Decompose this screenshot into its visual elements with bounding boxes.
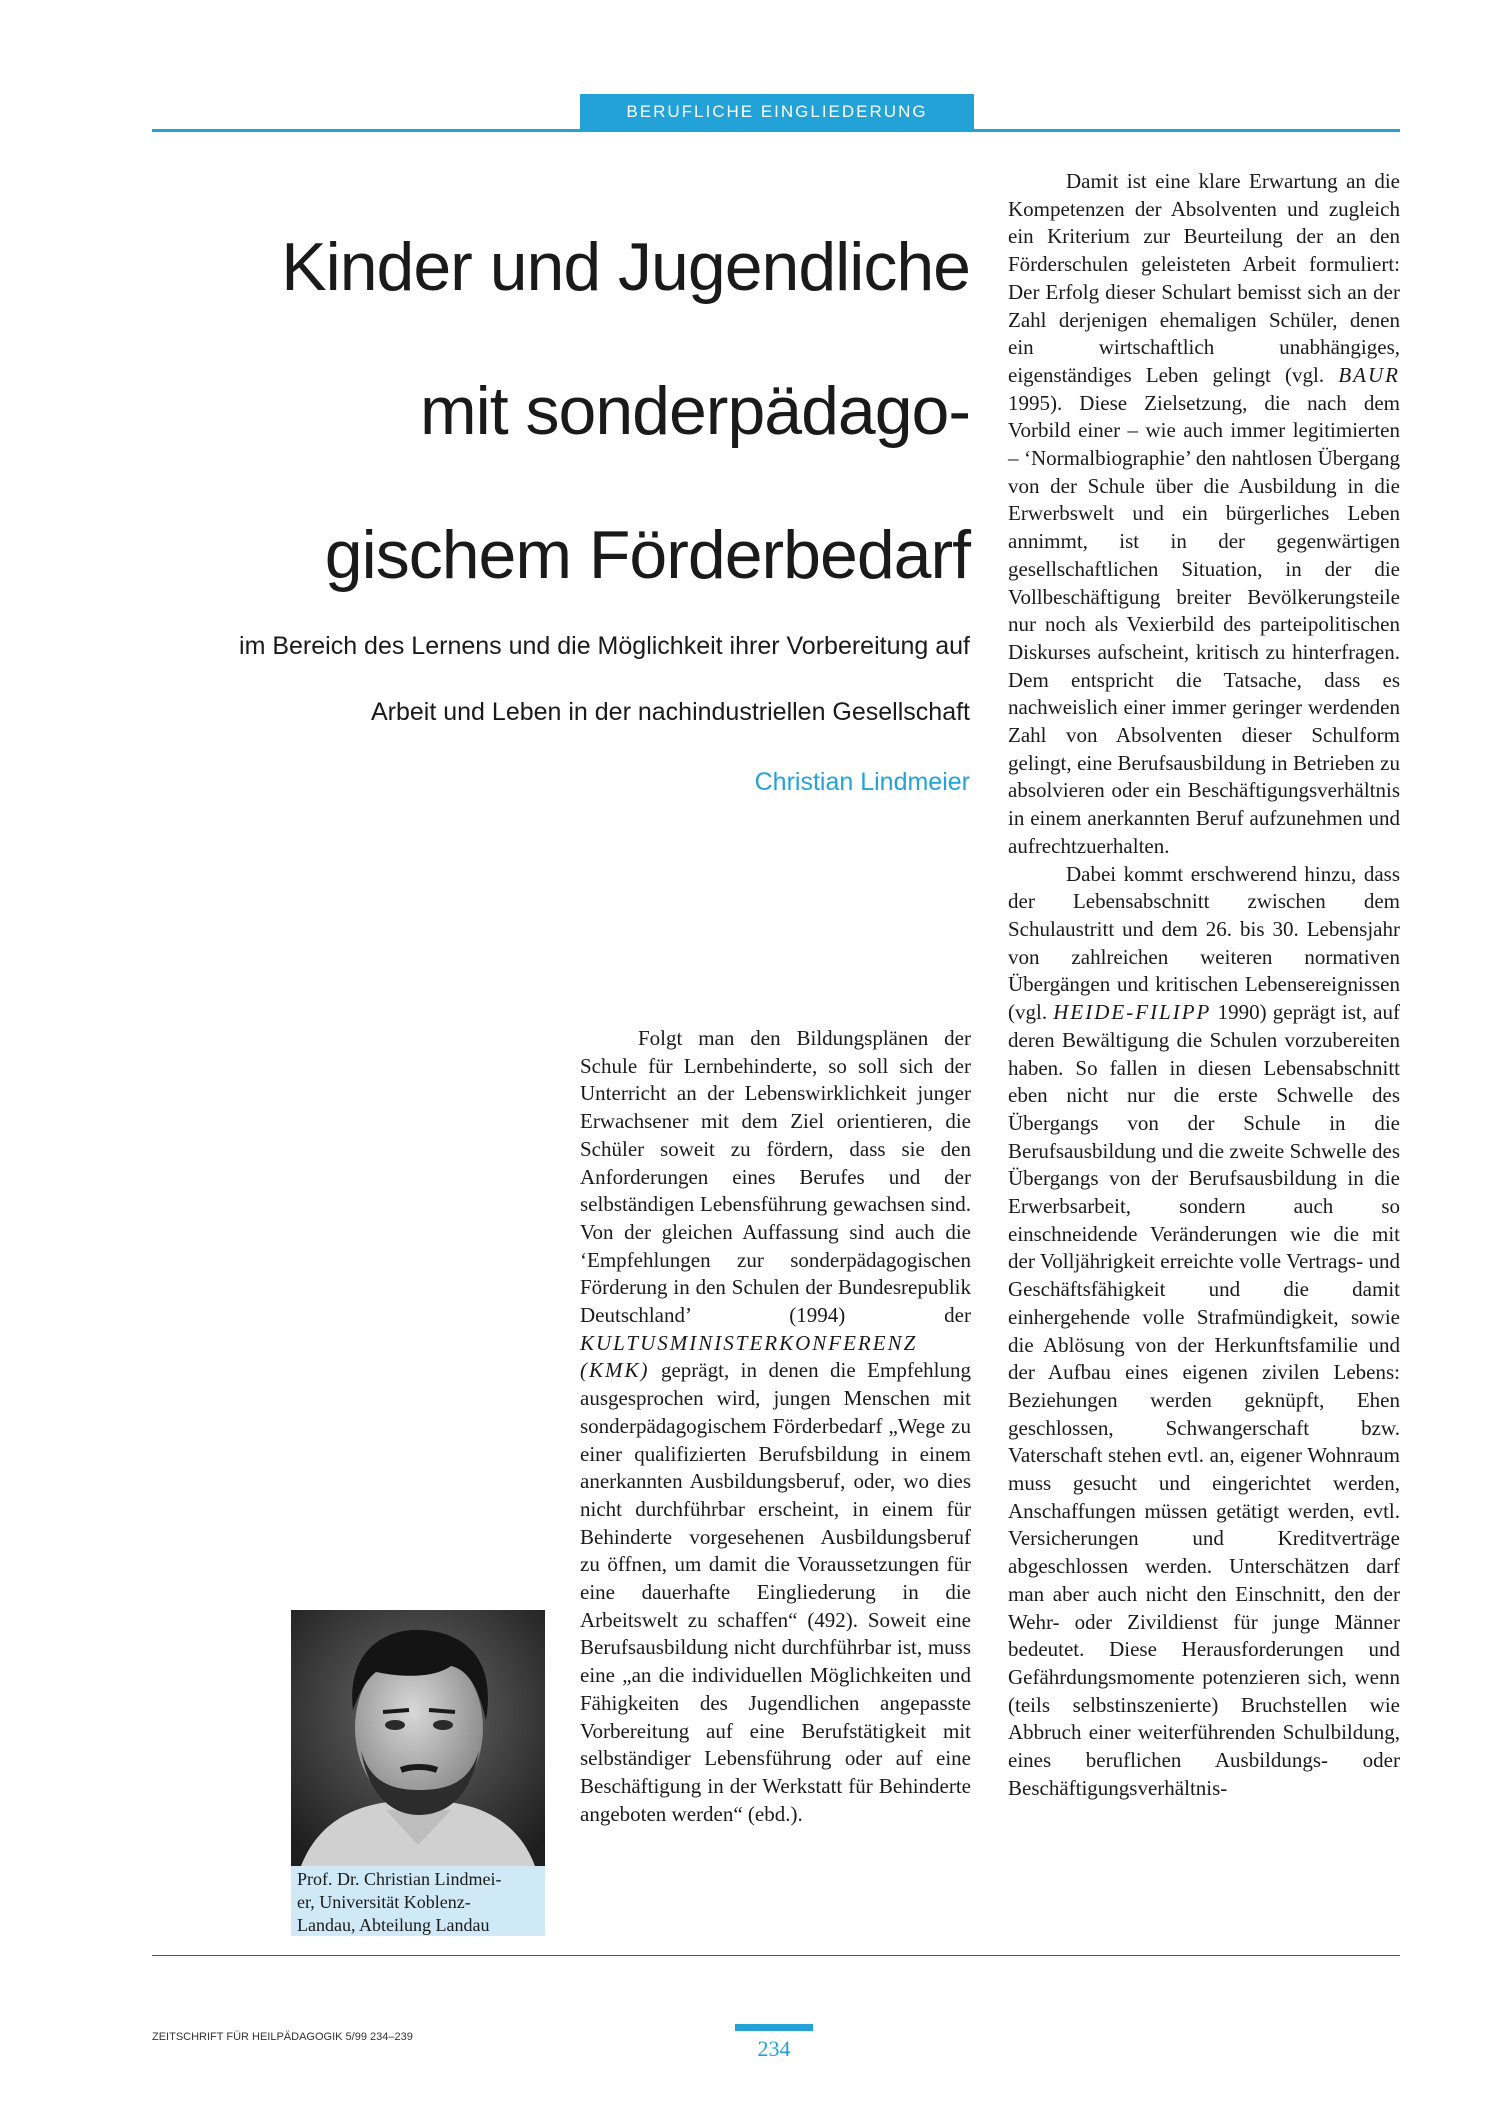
article-title xyxy=(150,195,970,627)
paragraph-text: Damit ist eine klare Erwartung an die Kompetenzen der Absolventen und zugleich ein Kriterium zur Beurteilung der an den Förderschulen geleisteten Arbeit formuliert: Der Erfolg dieser Schulart bemisst sich an der Zahl derjenigen ehemaligen Schüler, denen ein wirtschaftlich unabhängiges, eigenständiges Leben gelingt (vgl. xyxy=(1008,169,1400,387)
page-number: 234 xyxy=(757,2036,791,2061)
photo-caption xyxy=(291,1866,545,1936)
title-line: mit sonderpädago- xyxy=(419,373,970,449)
citation-author: HEIDE-FILIPP xyxy=(1053,1000,1212,1025)
citation-author: KULTUSMINISTERKONFERENZ (KMK) xyxy=(580,1330,918,1383)
citation-author: BAUR xyxy=(1338,362,1400,387)
paragraph-text: 1990) geprägt ist, auf deren Bewältigung die Schulen vorzubereiten haben. So fallen in diesen Lebensabschnitt eben nicht nur die erste Schwelle des Übergangs von der Schule in die Berufsausbildung und die zweite Schwelle des Übergangs von der Berufsausbildung in die Erwerbsarbeit, sondern auch so einschneidende Veränderungen wie die mit der Volljährigkeit erreichte volle Vertrags- und Geschäftsfähigkeit und die damit einhergehende volle Strafmündigkeit, sowie die Ablösung von der Herkunftsfamilie und der Aufbau eines eigenen zivilen Lebens: Beziehungen werden geknüpft, Ehen geschlossen, Schwangerschaft bzw. Vaterschaft stehen evtl. an, eigener Wohnraum muss gesucht und eingerichtet werden, Anschaffungen müssen getätigt werden, evtl. Versicherungen und Kreditverträge abgeschlossen werden. Unterschätzen darf man aber auch nicht den Einschnitt, den der Wehr- oder Zivildienst für junge Männer bedeutet. Diese Herausforderungen und Gefährdungsmomente potenzieren sich, wenn (teils selbstinszenierte) Bruchstellen wie Abbruch einer weiterführenden Schulbildung, eines beruflichen Ausbildungs- oder Beschäftigungsverhältnis- xyxy=(1008,1000,1400,1800)
bottom-rule xyxy=(152,1955,1400,1956)
journal-citation: ZEITSCHRIFT FÜR HEILPÄDAGOGIK 5/99 234–239 xyxy=(152,2031,413,2043)
paragraph-text: 1995). Diese Zielsetzung, die nach dem Vorbild einer – wie auch immer legitimierten – ‘Normalbiographie’ den nahtlosen Übergang von der Schule über die Ausbildung in die Erwerbswelt und ein bürgerliches Leben annimmt, ist in der gegenwärtigen gesellschaftlichen Situation, in der die Vollbeschäftigung breiter Bevölkerungsteile nur noch als Vexierbild des parteipolitischen Diskurses aufscheint, kritisch zu hinterfragen. Dem entspricht die Tatsache, dass es nachweislich einer immer geringer werdenden Zahl von Absolventen dieser Schulform gelingt, eine Berufsausbildung in Betrieben zu absolvieren oder ein Beschäftigungsverhältnis in einem anerkannten Beruf aufzunehmen und aufrechtzuerhalten. xyxy=(1008,390,1400,858)
title-line: Kinder und Jugendliche xyxy=(281,229,970,305)
page-marker-bar xyxy=(735,2024,813,2031)
caption-line: Landau, Abteilung Landau xyxy=(297,1915,490,1935)
section-label: BERUFLICHE EINGLIEDERUNG xyxy=(580,94,974,130)
caption-line: Prof. Dr. Christian Lindmei- xyxy=(297,1869,502,1889)
subtitle-line: Arbeit und Leben in der nachindustriellen Gesellschaft xyxy=(371,698,970,726)
article-subtitle xyxy=(150,613,970,745)
author-name: Christian Lindmeier xyxy=(754,768,970,796)
top-rule xyxy=(152,129,1400,132)
body-paragraph xyxy=(1008,168,1400,861)
author-photo xyxy=(291,1610,545,1866)
paragraph-text: Dabei kommt erschwerend hinzu, dass der Lebensabschnitt zwischen dem Schulaustritt und dem 26. bis 30. Lebensjahr von zahlreichen weiteren normativen Übergängen und kritischen Lebensereignissen (vgl. xyxy=(1008,861,1400,1025)
portrait-image xyxy=(291,1610,545,1866)
paragraph-text: Folgt man den Bildungsplänen der Schule für Lernbehinderte, so soll sich der Unterricht an der Lebenswirklichkeit junger Erwachsener mit dem Ziel orientieren, die Schüler soweit zu fördern, dass sie den Anforderungen eines Berufes und der selbständigen Lebensführung gewachsen sind. Von der gleichen Auffassung sind auch die ‘Empfehlungen zur sonderpädagogischen Förderung in den Schulen der Bundesrepublik Deutschland’ (1994) der xyxy=(580,1026,971,1328)
title-line: gischem Förderbedarf xyxy=(324,517,970,593)
body-paragraph xyxy=(1008,861,1400,1803)
body-column-right xyxy=(1008,168,1400,1802)
paragraph-text: geprägt, in denen die Empfehlung ausgesprochen wird, jungen Menschen mit sonderpädagogischem Förderbedarf „Wege zu einer qualifizierten Berufsbildung in einem anerkannten Ausbildungsberuf, oder, wo dies nicht durchführbar erscheint, in einem für Behinderte vorgesehenen Ausbildungsberuf zu öffnen, um damit die Voraussetzungen für eine dauerhafte Eingliederung in die Arbeitswelt zu schaffen“ (492). Soweit eine Berufsausbildung nicht durchführbar ist, muss eine „an die individuellen Möglichkeiten und Fähigkeiten des Jugendlichen angepasste Vorbereitung auf eine Berufstätigkeit mit selbständiger Lebensführung oder auf eine Beschäftigung in der Werkstatt für Behinderte angeboten werden“ (ebd.). xyxy=(580,1358,971,1826)
body-paragraph xyxy=(580,1025,971,1828)
caption-line: er, Universität Koblenz- xyxy=(297,1892,471,1912)
body-column-middle xyxy=(580,1025,971,1828)
subtitle-line: im Bereich des Lernens und die Möglichkeit ihrer Vorbereitung auf xyxy=(239,632,970,660)
